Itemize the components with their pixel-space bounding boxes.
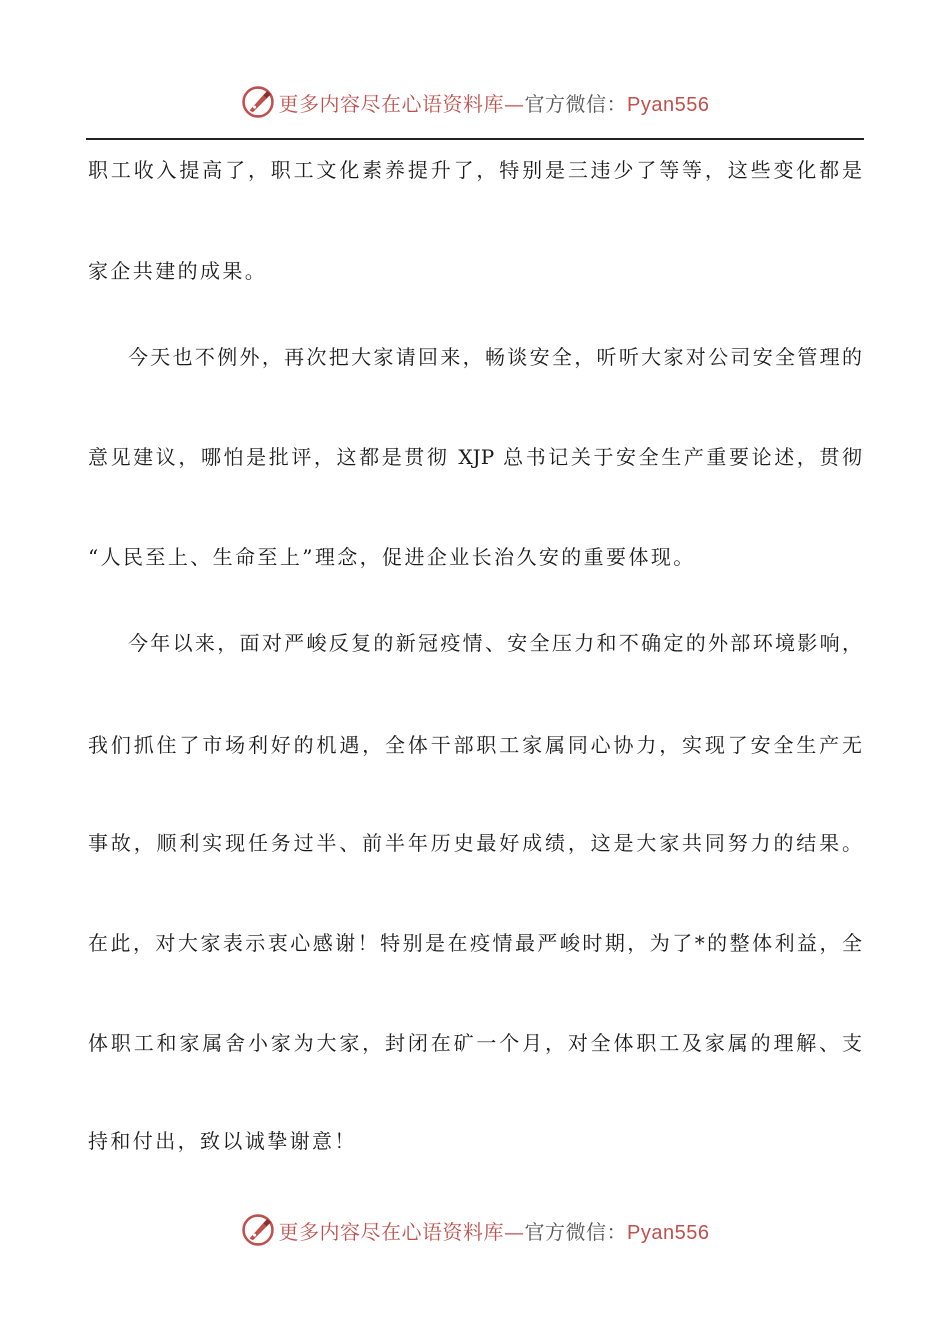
header-banner <box>0 80 950 124</box>
body-line-7: 我们抓住了市场利好的机遇，全体干部职工家属同心协力，实现了安全生产无 <box>88 733 862 757</box>
body-line-9: 在此，对大家表示衷心感谢！特别是在疫情最严峻时期，为了*的整体利益，全 <box>88 931 862 955</box>
footer-banner-text <box>279 1216 710 1245</box>
header-banner-main: 更多内容尽在心语资料库 <box>278 91 505 116</box>
header-banner-dash: — <box>504 91 525 116</box>
body-line-5: “人民至上、生命至上”理念，促进企业长治久安的重要体现。 <box>88 545 696 569</box>
footer-banner-label: 官方微信： <box>524 1219 628 1244</box>
body-line-6: 今年以来，面对严峻反复的新冠疫情、安全压力和不确定的外部环境影响， <box>128 631 862 655</box>
header-banner-wechat: Pyan556 <box>627 93 710 116</box>
body-line-4: 意见建议，哪怕是批评，这都是贯彻 XJP 总书记关于安全生产重要论述，贯彻 <box>88 445 862 469</box>
body-line-3: 今天也不例外，再次把大家请回来，畅谈安全，听听大家对公司安全管理的 <box>128 345 862 369</box>
body-line-1: 职工收入提高了，职工文化素养提升了，特别是三违少了等等，这些变化都是 <box>88 158 862 182</box>
header-banner-text <box>279 88 710 117</box>
header-divider <box>86 138 864 140</box>
header-banner-label: 官方微信： <box>524 91 628 116</box>
pen-nib-logo-icon <box>241 1213 275 1247</box>
body-line-8: 事故，顺利实现任务过半、前半年历史最好成绩，这是大家共同努力的结果。 <box>88 831 862 855</box>
footer-banner-dash: — <box>504 1219 525 1244</box>
body-line-2: 家企共建的成果。 <box>88 259 268 283</box>
pen-nib-logo-icon <box>241 85 275 119</box>
footer-banner <box>0 1208 950 1252</box>
footer-banner-main: 更多内容尽在心语资料库 <box>278 1219 505 1244</box>
footer-banner-wechat: Pyan556 <box>627 1221 710 1244</box>
body-line-10: 体职工和家属舍小家为大家，封闭在矿一个月，对全体职工及家属的理解、支 <box>88 1031 862 1055</box>
body-line-11: 持和付出，致以诚挚谢意！ <box>88 1129 357 1153</box>
